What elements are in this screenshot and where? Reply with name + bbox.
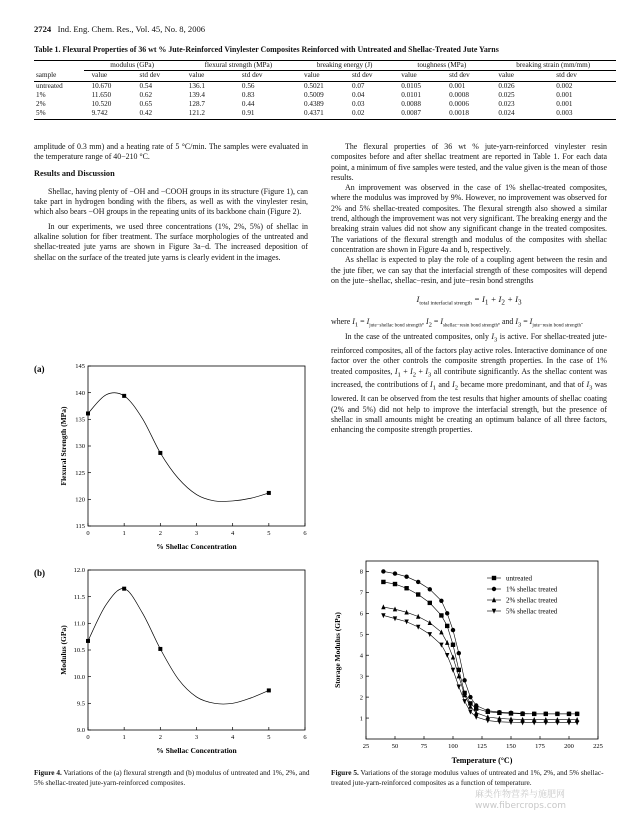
legend-label: 5% shellac treated [506, 607, 558, 616]
data-point [462, 699, 466, 704]
data-point [393, 571, 397, 575]
x-tick-label: 2 [158, 734, 162, 741]
table-row [34, 100, 616, 109]
column-header: std dev [139, 71, 161, 80]
figure-5-caption-text: Variations of the storage modulus values of untreated and 1%, 2%, and 5% shellac-treated jute-yarn-reinforced composites as a function of temperature. [331, 768, 604, 787]
legend-label: 1% shellac treated [506, 585, 558, 594]
table-body [34, 81, 616, 119]
table-cell: 0.65 [139, 100, 153, 109]
data-point [428, 632, 432, 637]
x-tick-label: 4 [231, 734, 235, 741]
y-tick-label: 5 [359, 631, 363, 639]
data-point [532, 712, 536, 716]
data-point [474, 703, 478, 707]
legend-label: 2% shellac treated [506, 596, 558, 605]
x-tick-label: 2 [158, 530, 162, 537]
y-tick-label: 11.0 [73, 620, 85, 628]
panel-label: (b) [34, 568, 45, 578]
table-cell: 0.42 [139, 109, 153, 118]
data-point [86, 411, 90, 415]
plot-frame [88, 366, 305, 526]
table-cell: 0.0087 [401, 109, 421, 118]
table-cell: 10.670 [91, 81, 112, 90]
figure-4b-chart [34, 560, 324, 768]
y-tick-label: 2 [359, 694, 363, 702]
table-cell: 0.001 [449, 81, 466, 90]
table-cell: 128.7 [188, 100, 205, 109]
paragraph: An improvement was observed in the case of 1% shellac-treated composites, where the modulus was improved by 9%. However, no improvement was observed for 2% and 5% shellac-treated composites. The flexural strength also showed a similar trend, although the improvement was not very significant. The breaking energy and the breaking strain values did not show any significant change in the treated composites. The variations of the flexural strength and modulus of the composites with shellac concentration are shown in Figure 4a and b, respectively. [331, 183, 607, 254]
plot-frame [88, 570, 305, 730]
data-point [439, 599, 443, 603]
data-point [486, 709, 490, 713]
x-tick-label: 6 [303, 734, 307, 741]
section-heading: Results and Discussion [34, 168, 115, 178]
x-tick-label: 175 [535, 743, 545, 750]
data-point [439, 643, 443, 648]
table-cell: 10.520 [91, 100, 112, 109]
row-label: 1% [36, 90, 46, 99]
data-point [509, 711, 513, 715]
data-point [445, 640, 449, 645]
series-triangle-down [381, 613, 579, 725]
table-cell: 0.07 [351, 81, 365, 90]
x-tick-label: 1 [122, 734, 126, 741]
column-header: value [188, 71, 205, 80]
data-point [457, 684, 461, 689]
x-tick-label: 25 [362, 743, 370, 750]
paragraph: In our experiments, we used three concentrations (1%, 2%, 5%) of shellac in alkaline solution for fiber treatment. The surface morphologies of the untreated and shellac-treated jute yarns are shown in Figure 3a−d. The increased deposition of shellac on the surface of the treated jute yarns is clearly evident in the images. [34, 221, 308, 262]
table-cell: 0.5009 [303, 90, 324, 99]
x-tick-label: 100 [448, 743, 458, 750]
data-point [404, 575, 408, 579]
column-header: std dev [449, 71, 470, 80]
x-axis-label: Temperature (°C) [451, 756, 513, 765]
paragraph: amplitude of 0.3 mm) and a heating rate of 5 °C/min. The samples were evaluated in the temperature range of 40−210 °C. [34, 142, 308, 162]
watermark-line: 麻类作物营养与施肥网 [475, 790, 566, 800]
y-tick-label: 125 [75, 469, 85, 477]
data-point [445, 611, 449, 615]
column-header: value [303, 71, 320, 80]
watermark-line: www.fibercrops.com [475, 801, 566, 811]
table-cell: 0.0101 [401, 90, 421, 99]
flexural-properties-table [34, 60, 616, 120]
row-label: 2% [36, 100, 46, 109]
data-point [451, 655, 455, 660]
left-column [34, 142, 308, 263]
y-tick-label: 145 [75, 363, 85, 371]
column-header: value [498, 71, 514, 80]
data-point [267, 688, 271, 692]
table-cell: 0.025 [498, 90, 515, 99]
right-column [331, 142, 607, 435]
data-point [468, 695, 472, 699]
x-tick-label: 5 [267, 734, 271, 741]
data-point [428, 601, 432, 605]
data-point [404, 586, 408, 590]
table-cell: 0.54 [139, 81, 153, 90]
figure-4-caption: Figure 4. Variations of the (a) flexural strength and (b) modulus of untreated and 1%, 2%, and 5% shellac-treated jute-yarn-reinforced composites. [34, 768, 310, 787]
x-tick-label: 150 [506, 743, 516, 750]
table-row [34, 109, 616, 119]
table-row [34, 91, 616, 100]
fit-curve [88, 589, 269, 705]
x-tick-label: 1 [122, 530, 126, 537]
paragraph: In the case of the untreated composites, only $I_3$ is active. For shellac-treated jute-reinforced composites, all of the factors play active roles. Interactive dominance of one factor over the other controls the composite strength properties. In the case of 1% treated composites, $I_1 + I_2 + I_3$ all contribute significantly. As the shellac content was increased, the contributions of $I_1$ and $I_2$ became more predominant, and that of $I_3$ was lowered. It can be observed from the test results that higher amounts of shellac coating (2% and 5%) did not help to improve the interfacial strength, but the presence of shellac in small amounts might be creating an optimum balance of all three factors, enhancing the composite strength properties. [331, 332, 608, 435]
y-tick-label: 6 [359, 610, 363, 618]
watermark [475, 790, 566, 812]
y-tick-label: 8 [359, 568, 363, 576]
table-row [34, 81, 616, 91]
paragraph: The flexural properties of 36 wt % jute-yarn-reinforced vinylester resin composites before and after shellac treatment are reported in Table 1. For each data point, a minimum of five samples were tested, and the value given is the mean of those results. [331, 142, 607, 182]
group-header: breaking strain (mm/mm) [490, 61, 616, 71]
data-point [86, 639, 90, 643]
data-point [520, 711, 524, 715]
table-cell: 0.83 [241, 90, 255, 99]
data-point [445, 624, 449, 628]
paragraph: As shellac is expected to play the role of a coupling agent between the resin and the jute fiber, we can say that the interfacial strength of these composites will depend on the jute−shellac, shellac−resin, and jute−resin bond strengths [331, 255, 607, 285]
y-tick-label: 3 [359, 673, 363, 681]
group-header: modulus (GPa) [84, 61, 181, 71]
data-point [416, 580, 420, 584]
data-point [445, 653, 449, 658]
table-cell: 0.91 [241, 109, 255, 118]
equation: $I_{total interfacial strength} = I_1 + I_2 + I_3$ [416, 294, 522, 307]
table-cell: 0.4389 [303, 100, 324, 109]
table-cell: 0.04 [351, 90, 365, 99]
column-header: std dev [241, 71, 263, 80]
data-point [451, 668, 455, 673]
legend [487, 575, 558, 616]
y-tick-label: 120 [75, 496, 85, 504]
table-cell: 0.0018 [449, 109, 469, 118]
x-tick-label: 75 [420, 743, 428, 750]
series-triangle-up [381, 604, 579, 722]
column-header: sample [36, 71, 57, 80]
x-axis-label: % Shellac Concentration [156, 542, 237, 551]
table-cell: 0.026 [498, 81, 515, 90]
x-tick-label: 125 [477, 743, 487, 750]
column-header: value [401, 71, 417, 80]
data-point [267, 491, 271, 495]
table-cell: 0.02 [351, 109, 365, 118]
table-cell: 0.003 [556, 109, 573, 118]
table-cell: 0.03 [351, 100, 365, 109]
y-axis-label: Modulus (GPa) [59, 625, 68, 675]
table-cell: 0.56 [241, 81, 255, 90]
y-tick-label: 10.0 [73, 673, 85, 681]
data-point [381, 604, 385, 609]
paragraph: where $I_1 = I_{jute-shellac bond strength}$, $I_2 = I_{shellac-resin bond strength}$, and $I_3 = I_{jute-resin bond strength}$. [331, 317, 583, 329]
data-point [158, 451, 162, 455]
paragraph: Shellac, having plenty of −OH and −COOH groups in its structure (Figure 1), can take part in hydrogen bonding with the fibers, as well as with the vinylester resin, which also bears −OH groups in the repeating units of its backbone chain (Figure 2). [34, 186, 308, 217]
plot-frame [366, 561, 598, 739]
data-point [451, 643, 455, 647]
table-cell: 0.001 [556, 90, 573, 99]
y-tick-label: 11.5 [73, 593, 85, 601]
y-tick-label: 130 [75, 443, 85, 451]
data-point [492, 587, 496, 591]
x-tick-label: 3 [194, 530, 199, 537]
table-caption: Table 1. Flexural Properties of 36 wt % Jute-Reinforced Vinylester Composites Reinforced with Untreated and Shellac-Treated Jute Yarns [34, 45, 499, 54]
y-axis-label: Storage Modulus (GPa) [333, 612, 342, 688]
y-tick-label: 12.0 [73, 567, 85, 575]
table-cell: 0.0006 [449, 100, 469, 109]
data-point [555, 712, 559, 716]
y-tick-label: 135 [75, 416, 85, 424]
page-number: 2724 [34, 24, 52, 34]
x-tick-label: 225 [593, 743, 603, 750]
column-header: std dev [556, 71, 577, 80]
column-header: std dev [351, 71, 373, 80]
data-point [416, 625, 420, 630]
y-tick-label: 115 [75, 523, 85, 531]
table-cell: 0.44 [241, 100, 255, 109]
row-label: untreated [36, 81, 63, 90]
data-point [158, 647, 162, 651]
table-cell: 136.1 [188, 81, 205, 90]
series-line [383, 607, 577, 720]
y-tick-label: 1 [359, 715, 363, 723]
x-tick-label: 0 [86, 530, 90, 537]
running-header [34, 24, 205, 34]
table-cell: 0.5021 [303, 81, 324, 90]
x-tick-label: 50 [391, 743, 399, 750]
data-point [122, 587, 126, 591]
data-point [404, 620, 408, 625]
data-point [544, 712, 548, 716]
data-point [451, 628, 455, 632]
row-label: 5% [36, 109, 46, 118]
y-axis-label: Flexural Strength (MPa) [59, 406, 68, 486]
y-tick-label: 140 [75, 389, 85, 397]
data-point [393, 582, 397, 586]
group-header: flexural strength (MPa) [181, 61, 296, 71]
table-cell: 0.4371 [303, 109, 324, 118]
data-point [457, 651, 461, 655]
figure-4-caption-text: Variations of the (a) flexural strength and (b) modulus of untreated and 1%, 2%, and 5% shellac-treated jute-yarn-reinforced composites. [34, 768, 310, 787]
x-tick-label: 6 [303, 530, 307, 537]
data-point [381, 569, 385, 573]
x-tick-label: 4 [231, 530, 235, 537]
table-cell: 0.023 [498, 100, 515, 109]
y-tick-label: 7 [359, 589, 363, 597]
figure-4a-chart [34, 356, 324, 556]
table-cell: 0.024 [498, 109, 515, 118]
table-cell: 0.002 [556, 81, 573, 90]
x-tick-label: 3 [194, 734, 199, 741]
data-point [497, 710, 501, 714]
table-cell: 11.650 [91, 90, 112, 99]
table-cell: 0.0088 [401, 100, 421, 109]
y-tick-label: 10.5 [73, 647, 85, 655]
x-tick-label: 200 [564, 743, 574, 750]
table-cell: 139.4 [188, 90, 205, 99]
y-tick-label: 4 [359, 652, 363, 660]
fit-curve [88, 393, 269, 502]
table-cell: 0.0008 [449, 90, 469, 99]
x-axis-label: % Shellac Concentration [156, 746, 237, 755]
group-header: breaking energy (J) [296, 61, 393, 71]
data-point [567, 712, 571, 716]
data-point [122, 394, 126, 398]
data-point [381, 580, 385, 584]
data-point [492, 576, 496, 580]
figure-5-caption: Figure 5. Variations of the storage modulus values of untreated and 1%, 2%, and 5% shellac-treated jute-yarn-reinforced composites as a function of temperature. [331, 768, 604, 787]
data-point [575, 712, 579, 716]
table-cell: 0.001 [556, 100, 573, 109]
x-tick-label: 5 [267, 530, 271, 537]
data-point [416, 592, 420, 596]
y-tick-label: 9.0 [76, 727, 85, 735]
table-cell: 0.0105 [401, 81, 421, 90]
data-point [439, 613, 443, 617]
y-tick-label: 9.5 [76, 700, 85, 708]
journal-citation: Ind. Eng. Chem. Res., Vol. 45, No. 8, 2006 [57, 24, 206, 34]
x-tick-label: 0 [86, 734, 90, 741]
group-header: toughness (MPa) [393, 61, 490, 71]
data-point [428, 620, 432, 625]
legend-label: untreated [506, 574, 533, 583]
data-point [428, 587, 432, 591]
series-line [383, 615, 577, 722]
table-cell: 0.62 [139, 90, 153, 99]
column-header: value [91, 71, 108, 80]
data-point [462, 678, 466, 682]
data-point [439, 630, 443, 635]
table-cell: 121.2 [188, 109, 205, 118]
figure-5-chart [324, 555, 614, 767]
panel-label: (a) [34, 364, 45, 374]
table-cell: 9.742 [91, 109, 108, 118]
data-point [468, 710, 472, 715]
